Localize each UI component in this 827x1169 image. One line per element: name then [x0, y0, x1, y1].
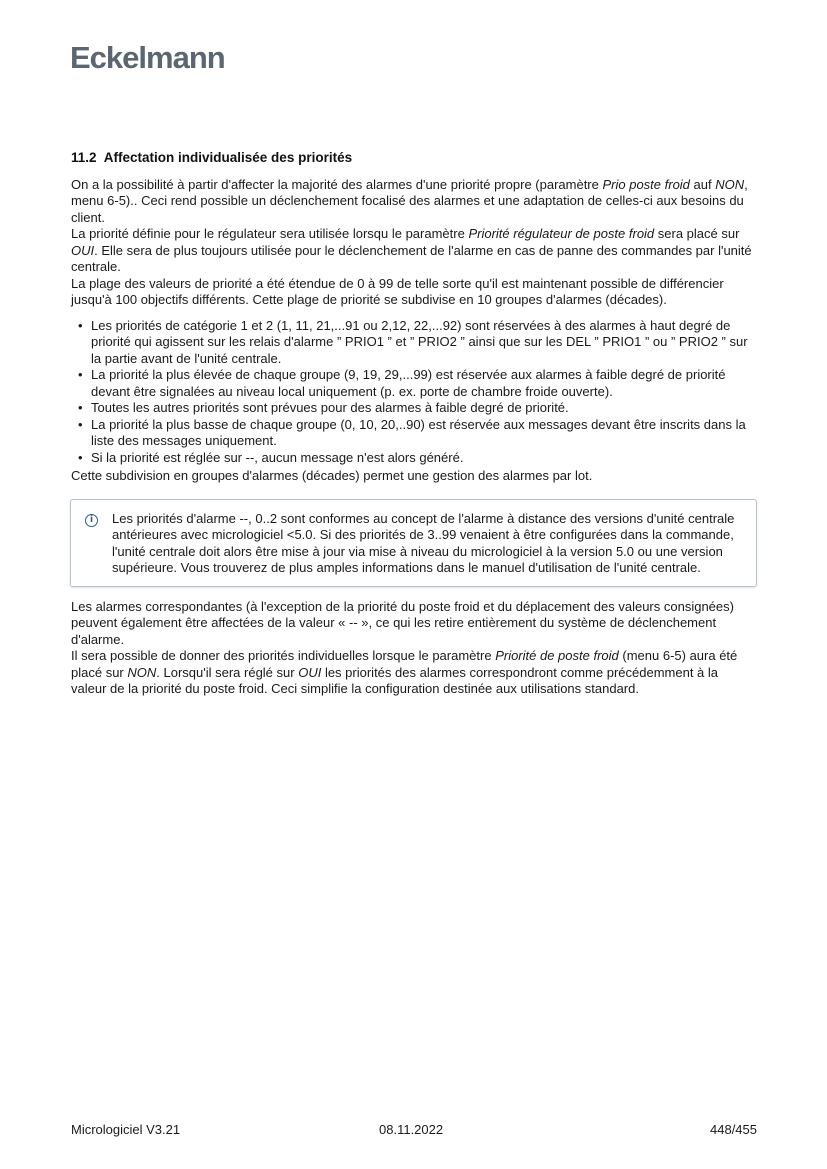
info-note-box	[70, 499, 757, 587]
info-icon: i	[85, 514, 98, 527]
list-item: • Si la priorité est réglée sur --, aucun message n'est alors généré.	[91, 450, 757, 467]
section-heading	[71, 150, 757, 167]
page-footer	[71, 1122, 757, 1140]
list-item: • Les priorités de catégorie 1 et 2 (1, 11, 21,...91 ou 2,12, 22,...92) sont réservées à des alarmes à haut degré de priorité qui agissent sur les relais d'alarme ” PRIO1 ” et ” PRIO2 ” ainsi que sur les DEL ” PRIO1 ” ou ” PRIO2 ” sur la partie avant de l'unité centrale.	[91, 318, 757, 368]
eckelmann-logo: Eckelmann	[70, 40, 225, 75]
footer-date: 08.11.2022	[379, 1122, 444, 1137]
after-list-paragraph: Cette subdivision en groupes d'alarmes (décades) permet une gestion des alarmes par lot.	[71, 468, 593, 483]
intro-paragraph-1: On a la possibilité à partir d'affecter la majorité des alarmes d'une priorité propre (paramètre Prio poste froid auf NON, menu 6-5).. Ceci rend possible un déclenchement focalisé des alarmes et une adaptation de celles-ci aux besoins du client.	[71, 176, 748, 225]
priority-list	[71, 318, 757, 467]
list-item: • La priorité la plus basse de chaque groupe (0, 10, 20,..90) est réservée aux messages devant être inscrits dans la liste des messages uniquement.	[91, 417, 757, 450]
intro-paragraph-2: La priorité définie pour le régulateur sera utilisée lorsqu le paramètre Priorité régulateur de poste froid sera placé sur OUI. Elle sera de plus toujours utilisée pour le déclenchement de l'alarme en cas de panne des commandes par l'unité centrale.	[71, 226, 752, 274]
section-title: Affectation individualisée des priorités	[103, 150, 353, 165]
list-item: • La priorité la plus élevée de chaque groupe (9, 19, 29,...99) est réservée aux alarmes à faible degré de priorité devant être signalées au niveau local uniquement (p. ex. porte de chambre froide ouverte).	[91, 367, 757, 400]
page-content	[71, 146, 757, 698]
footer-firmware-version: Micrologiciel V3.21	[71, 1122, 181, 1137]
intro-paragraph-3: La plage des valeurs de priorité a été étendue de 0 à 99 de telle sorte qu'il est maintenant possible de différencier jusqu'à 100 objectifs différents. Cette plage de priorité se subdivise en 10 groupes d'alarmes (décades).	[71, 275, 724, 307]
list-item: • Toutes les autres priorités sont prévues pour des alarmes à faible degré de priorité.	[91, 400, 757, 417]
info-note-text: Les priorités d'alarme --, 0..2 sont conformes au concept de l'alarme à distance des versions d'unité centrale antérieures avec micrologiciel <5.0. Si des priorités de 3..99 venaient à être configurées dans la commande, l'unité centrale doit alors être mise à jour via mise à niveau du micrologiciel à la version 5.0 ou une version supérieure. Vous trouverez de plus amples informations dans le manuel d'utilisation de l'unité centrale.	[112, 510, 735, 575]
section-number: 11.2	[71, 150, 97, 165]
outro-paragraph-2: Il sera possible de donner des priorités individuelles lorsque le paramètre Priorité de poste froid (menu 6-5) aura été placé sur NON. Lorsqu'il sera réglé sur OUI les priorités des alarmes correspondront comme précédemment à la valeur de la priorité du poste froid. Ceci simplifie la configuration destinée aux utilisations standard.	[71, 648, 738, 696]
footer-page-number: 448/455	[710, 1122, 757, 1137]
outro-paragraph-1: Les alarmes correspondantes (à l'exception de la priorité du poste froid et du déplacement des valeurs consignées) peuvent également être affectées de la valeur « -- », ce qui les retire entièrement du système de déclenchement d'alarme.	[71, 598, 734, 647]
